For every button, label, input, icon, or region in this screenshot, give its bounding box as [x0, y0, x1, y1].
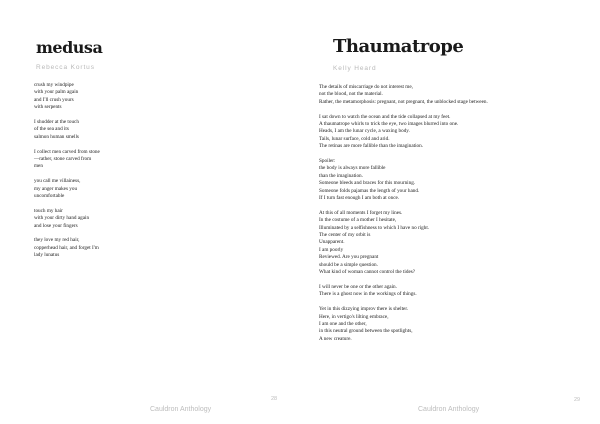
poem-line: copperhead hair, and forget I'm [34, 244, 99, 251]
poem-line: Someone folds pajamas the length of your hand. [319, 187, 420, 194]
poem-line: should be a simple question. [319, 261, 378, 268]
poem-line: of the sea and its [34, 126, 69, 133]
poem-line: I will never be one or the other again. [319, 283, 397, 290]
poem-title: Thaumatrope [333, 36, 464, 57]
poem-line: At this of all moments I forget my lines. [319, 209, 403, 216]
stanza [319, 284, 589, 299]
poem-line: I am poorly [319, 246, 344, 253]
poem-line: There is a ghost now in the workings of things. [319, 291, 417, 298]
poem-line: Illuminated by a selfishness to which I have no right. [319, 224, 430, 231]
stanza [34, 178, 284, 200]
poem-line: Heads, I am the lunar cycle, a waxing body. [319, 128, 410, 135]
stanza [319, 84, 589, 106]
poem-line: —rather, stone carved from [34, 156, 92, 163]
poem-line: The details of miscarriage do not interest me, [319, 84, 413, 90]
poem-line: than the imagination. [319, 172, 363, 179]
poem-author: Rebecca Kortus [36, 64, 95, 71]
poem-line: lady lunatus [34, 252, 60, 259]
stanza [34, 119, 284, 141]
poem-line: I shudder at the touch [34, 119, 79, 126]
poem-line: my anger makes you [34, 185, 78, 192]
poem-line: with your palm again [34, 89, 79, 96]
poem-line: touch my hair [34, 207, 63, 214]
poem-body [34, 82, 284, 267]
poem-line: Yet in this dizzying improv there is shelter. [319, 306, 409, 313]
poem-line: uncomfortable [34, 193, 65, 200]
poem-line: A new creature. [319, 335, 352, 342]
right-page [300, 0, 600, 424]
poem-line: Reviewed. Are you pregnant [319, 254, 379, 261]
poem-line: and lose your fingers [34, 222, 78, 229]
page-number: 28 [271, 396, 278, 402]
poem-line: Unapparent. [319, 239, 345, 246]
poem-line: in this neutral ground between the spotlights, [319, 328, 413, 335]
poem-line: The retinas are more fallible than the imagination. [319, 143, 423, 150]
poem-line: The center of my orbit is [319, 232, 371, 239]
poem-line: with your dirty hand again [34, 215, 90, 222]
poem-title: medusa [36, 38, 103, 57]
poem-line: I am one and the other, [319, 320, 367, 327]
poem-line: men [34, 163, 43, 170]
poem-line: Someone bleeds and braces for this mourning. [319, 180, 416, 187]
poem-line: salmon human smells [34, 133, 79, 140]
stanza [319, 210, 589, 277]
poem-author: Kelly Heard [333, 65, 377, 72]
poem-line: not the blood, not the material. [319, 91, 383, 98]
poem-line: If I turn fast enough I am both at once. [319, 195, 400, 202]
poem-line: Rather, the metamorphosis: pregnant, not pregnant, the unblocked stage between. [319, 98, 488, 105]
poem-line: and I'll crush yours [34, 96, 74, 103]
stanza [34, 208, 284, 230]
stanza [34, 149, 284, 171]
poem-line: Spoiler: [319, 158, 336, 165]
poem-line: with serpents [34, 104, 62, 111]
page-number: 29 [574, 397, 581, 403]
poem-line: the body is always more fallible [319, 165, 386, 172]
stanza [319, 158, 589, 202]
poem-line: I sat down to watch the ocean and the tide collapsed at my feet. [319, 113, 451, 120]
poem-line: you call me villainess, [34, 178, 81, 185]
poem-line: In the costume of a mother I hesitate, [319, 217, 397, 224]
poem-line: Here, in vertigo's lilting embrace, [319, 313, 389, 320]
poem-line: A thaumatrope whirls to trick the eye, two images blurred into one. [319, 121, 459, 128]
poem-line: What kind of woman cannot control the tides? [319, 269, 416, 276]
page-footer: Cauldron Anthology [150, 406, 212, 413]
stanza [319, 114, 589, 151]
poem-line: Tails, lunar surface, cold and arid. [319, 135, 390, 142]
poem-body [319, 84, 589, 351]
poem-line: I collect men carved from stone [34, 148, 100, 155]
stanza [319, 306, 589, 343]
poem-line: they love my red hair, [34, 237, 80, 244]
stanza [34, 237, 284, 259]
stanza [34, 82, 284, 112]
page-footer: Cauldron Anthology [418, 406, 480, 413]
poem-line: crush my windpipe [34, 82, 74, 88]
